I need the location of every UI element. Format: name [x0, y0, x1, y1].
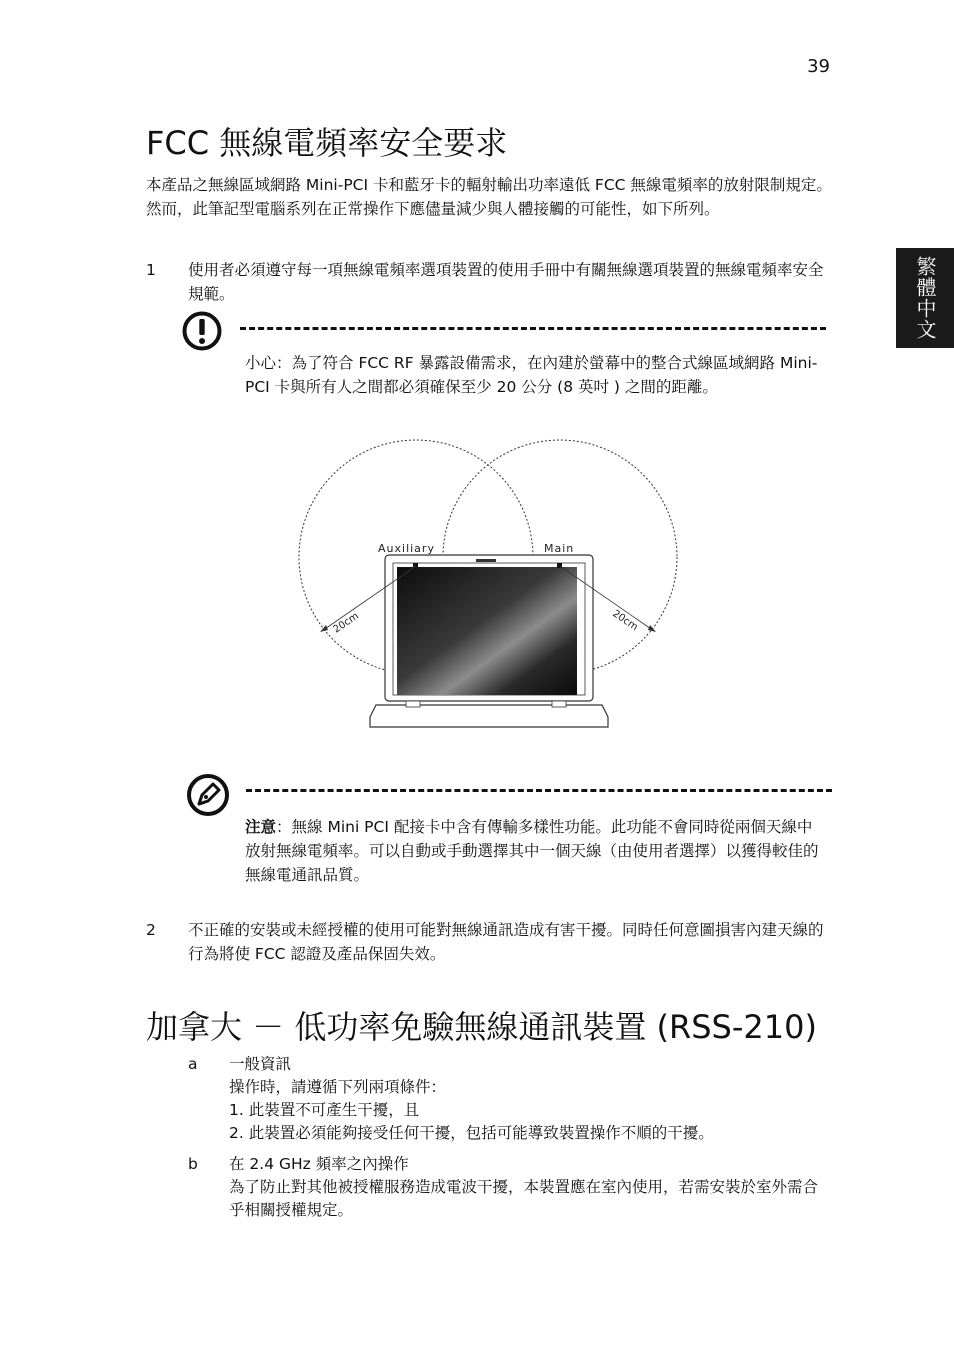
item-2-text: 不正確的安裝或未經授權的使用可能對無線通訊造成有害干擾。同時任何意圖損害內建天線的行為將使 FCC 認證及產品保固失效。 — [188, 921, 824, 963]
caution-label: 小心 — [245, 354, 277, 372]
item-b-letter: b — [188, 1155, 198, 1173]
auxiliary-label: Auxiliary — [378, 542, 435, 555]
note-text — [245, 815, 825, 887]
note-label: 注意 — [245, 818, 277, 836]
left-distance-label: 20cm — [331, 610, 361, 636]
caution-text — [245, 351, 825, 399]
item-1-number: 1 — [146, 261, 156, 279]
section-title-fcc: FCC 無線電頻率安全要求 — [146, 124, 508, 162]
main-label: Main — [544, 542, 575, 555]
caution-body: ：為了符合 FCC RF 暴露設備需求，在內建於螢幕中的整合式線區域網路 Mini-PCI 卡與所有人之間都必須確保至少 20 公分 (8 英吋 ) 之間的距離。 — [245, 354, 818, 396]
item-a-line-2: 1. 此裝置不可產生干擾，且 — [229, 1101, 420, 1119]
item-1-text: 使用者必須遵守每一項無線電頻率選項裝置的使用手冊中有關無線選項裝置的無線電頻率安全規範。 — [188, 261, 824, 303]
right-distance-label: 20cm — [610, 608, 640, 634]
item-a-letter: a — [188, 1055, 198, 1073]
item-a-title: 一般資訊 — [229, 1055, 292, 1073]
page-number: 39 — [807, 56, 830, 77]
item-b-title: 在 2.4 GHz 頻率之內操作 — [229, 1155, 409, 1173]
note-divider — [246, 789, 832, 792]
intro-paragraph: 本產品之無線區域網路 Mini-PCI 卡和藍牙卡的輻射輸出功率遠低 FCC 無線電頻率的放射限制規定。然而，此筆記型電腦系列在正常操作下應儘量減少與人體接觸的可能性，如下所列。 — [146, 176, 832, 218]
laptop-base — [370, 705, 608, 727]
item-a-line-3: 2. 此裝置必須能夠接受任何干擾，包括可能導致裝置操作不順的干擾。 — [229, 1124, 714, 1142]
antenna-range-diagram — [290, 435, 690, 735]
laptop-hinge-left — [406, 701, 420, 707]
item-b-text: 為了防止對其他被授權服務造成電波干擾，本裝置應在室內使用，若需安裝於室外需合乎相關授權規定。 — [229, 1178, 819, 1219]
section-title-canada: 加拿大 － 低功率免驗無線通訊裝置 (RSS-210) — [146, 1008, 817, 1046]
laptop-hinge-right — [552, 701, 566, 707]
note-icon — [186, 773, 230, 817]
caution-icon — [182, 311, 222, 351]
language-tab: 繁體中文 — [896, 248, 954, 348]
item-b-block — [229, 1153, 825, 1222]
laptop-camera — [476, 559, 496, 562]
item-2-number: 2 — [146, 921, 156, 939]
laptop-screen — [397, 567, 577, 695]
note-body: ：無線 Mini PCI 配接卡中含有傳輸多樣性功能。此功能不會同時從兩個天線中放射無線電頻率。可以自動或手動選擇其中一個天線（由使用者選擇）以獲得較佳的無線電通訊品質。 — [245, 818, 819, 884]
caution-divider — [240, 327, 826, 330]
item-a-block — [229, 1053, 829, 1145]
item-a-line-1: 操作時，請遵循下列兩項條件： — [229, 1078, 447, 1096]
